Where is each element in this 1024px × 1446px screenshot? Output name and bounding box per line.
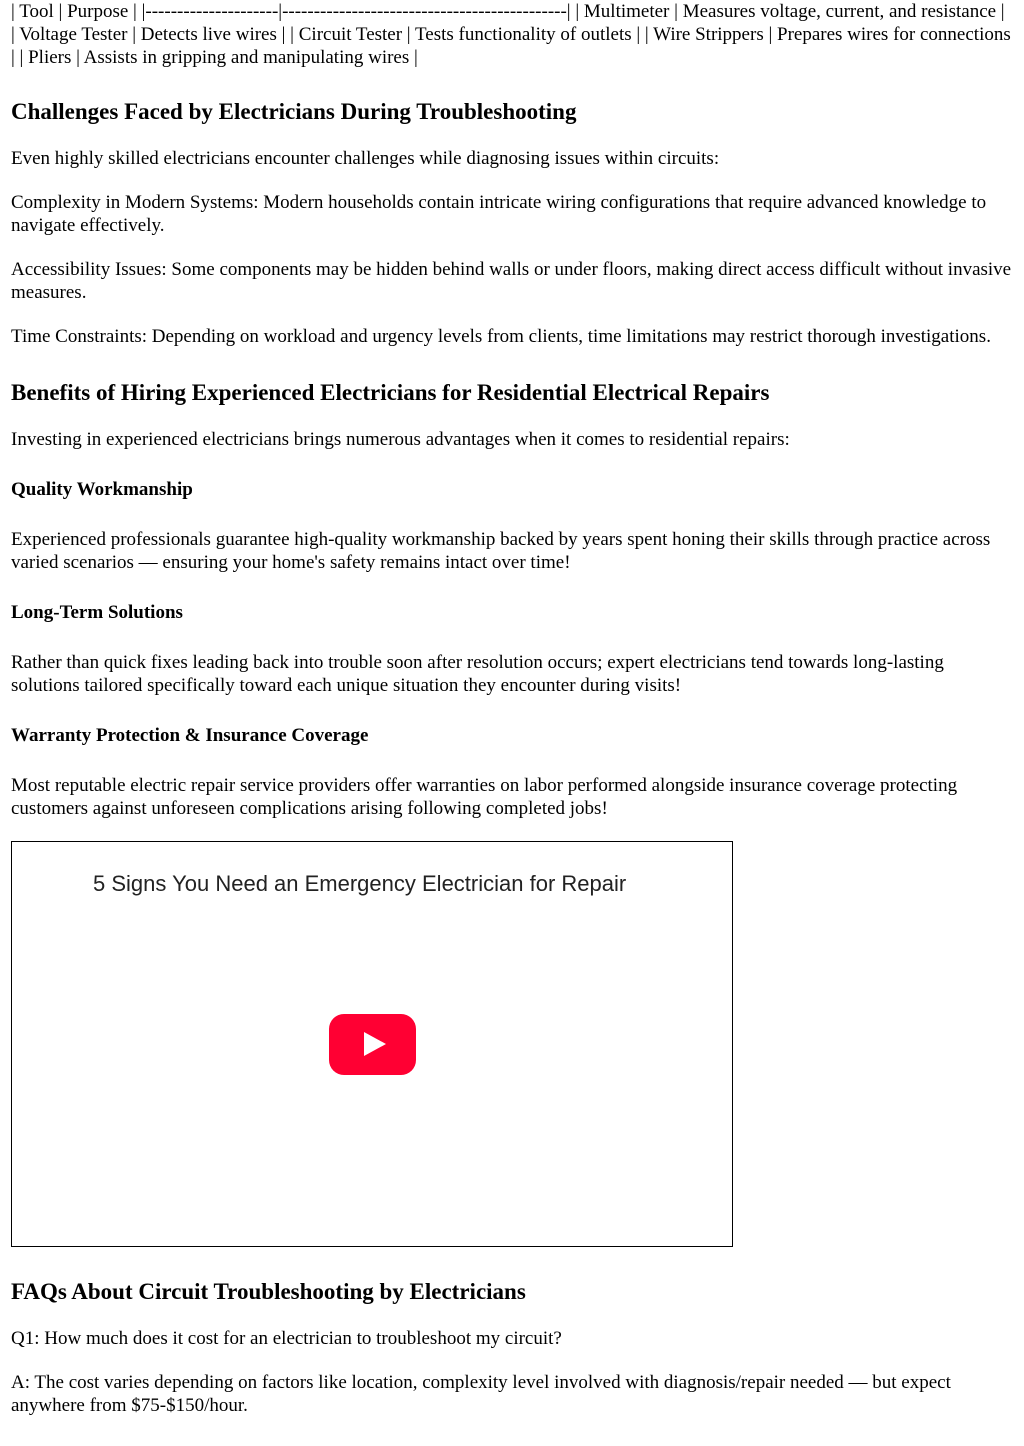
benefits-intro: Investing in experienced electricians brings numerous advantages when it comes to residential repairs:	[11, 429, 790, 450]
faq-answer: A: The cost varies depending on factors like location, complexity level involved with diagnosis/repair needed — but expect anywhere from $75-$150/hour.	[11, 1372, 951, 1416]
challenge-item-time: Time Constraints: Depending on workload and urgency levels from clients, time limitations may restrict thorough investigations.	[11, 326, 991, 347]
play-button[interactable]	[329, 1014, 416, 1075]
benefit-title-long-term: Long-Term Solutions	[11, 602, 183, 623]
benefit-title-warranty: Warranty Protection & Insurance Coverage	[11, 725, 369, 746]
video-title[interactable]: 5 Signs You Need an Emergency Electrician for Repair	[93, 871, 627, 896]
play-icon	[364, 1032, 386, 1056]
benefit-body-quality: Experienced professionals guarantee high-quality workmanship backed by years spent honing their skills through practice across varied scenarios — ensuring your home's safety remains intact over time!	[11, 529, 991, 573]
benefit-body-long-term: Rather than quick fixes leading back into trouble soon after resolution occurs; expert electricians tend towards long-lasting solutions tailored specifically toward each unique situation they encounter during visits!	[11, 652, 944, 696]
benefit-body-warranty: Most reputable electric repair service providers offer warranties on labor performed alongside insurance coverage protecting customers against unforeseen complications arising following completed jobs!	[11, 775, 958, 819]
challenges-intro: Even highly skilled electricians encounter challenges while diagnosing issues within circuits:	[11, 148, 720, 169]
challenge-item-accessibility: Accessibility Issues: Some components may be hidden behind walls or under floors, making direct access difficult without invasive measures.	[11, 259, 1012, 303]
faq-heading: FAQs About Circuit Troubleshooting by Electricians	[11, 1279, 526, 1304]
embedded-video[interactable]	[11, 841, 733, 1247]
tools-table-text: | Tool | Purpose | |---------------------|---------------------------------------------| | Multimeter | Measures voltage, current, and resistance | | Voltage Tester | Detects live wires | | Circuit Tester | Tests functionality of outlets | | Wire Strippers | Prepares wires for connections | | Pliers | Assists in gripping and manipulating wires |	[11, 1, 1011, 68]
faq-question: Q1: How much does it cost for an electrician to troubleshoot my circuit?	[11, 1328, 562, 1349]
benefit-title-quality: Quality Workmanship	[11, 479, 193, 500]
challenges-heading: Challenges Faced by Electricians During Troubleshooting	[11, 99, 577, 124]
benefits-heading: Benefits of Hiring Experienced Electricians for Residential Electrical Repairs	[11, 380, 770, 405]
challenge-item-complexity: Complexity in Modern Systems: Modern households contain intricate wiring configurations that require advanced knowledge to navigate effectively.	[11, 192, 987, 236]
